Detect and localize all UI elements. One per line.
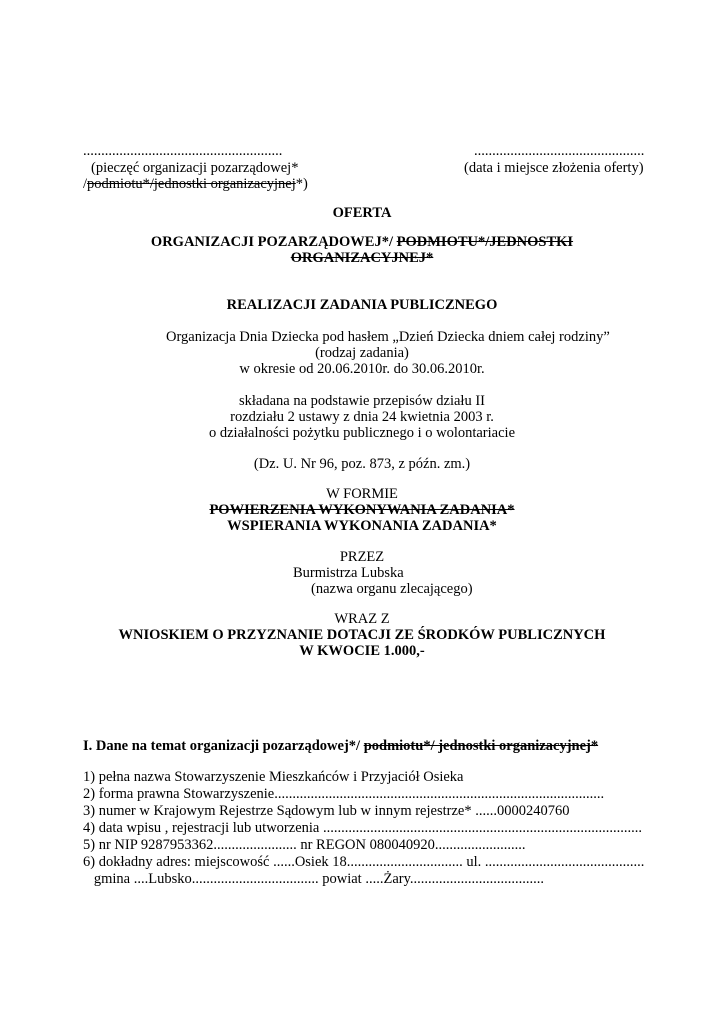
org-data-item-full-name: 1) pełna nazwa Stowarzyszenie Mieszkańców i Przyjaciół Osieka: [83, 769, 464, 785]
date-place-label: (data i miejsce złożenia oferty): [464, 160, 644, 176]
commissioning-authority-label: (nazwa organu zlecającego): [311, 581, 473, 597]
org-data-item-address: 6) dokładny adres: miejscowość ......Osiek 18................................ ul. ............................................: [83, 854, 645, 870]
date-dotted-line: ...............................................: [474, 143, 645, 159]
org-type-line1: [0, 234, 724, 251]
stamp-label-slash: /: [83, 176, 88, 192]
by-label: PRZEZ: [339, 549, 385, 565]
stamp-label-close: *): [295, 176, 308, 192]
org-data-item-registration-date: 4) data wpisu , rejestracji lub utworzenia ........................................................................................: [83, 820, 642, 836]
task-name: Organizacja Dnia Dziecka pod hasłem „Dzień Dziecka dniem całej rodziny”: [166, 329, 610, 345]
section1-heading-plain: I. Dane na temat organizacji pozarządowej*/: [83, 738, 364, 754]
form-option-entrusting-struck: POWIERZENIA WYKONYWANIA ZADANIA*: [209, 502, 515, 518]
legal-basis-line2: rozdziału 2 ustawy z dnia 24 kwietnia 2003 r.: [230, 409, 494, 425]
section1-heading: [83, 738, 598, 755]
stamp-dotted-line: .......................................................: [83, 143, 283, 159]
task-period: w okresie od 20.06.2010r. do 30.06.2010r.: [239, 361, 485, 377]
grant-amount-line: W KWOCIE 1.000,-: [299, 643, 425, 659]
legal-basis-line3: o działalności pożytku publicznego i o wolontariacie: [208, 425, 515, 441]
stamp-label-line1: (pieczęć organizacji pozarządowej*: [91, 160, 299, 176]
stamp-label-struck: podmiotu*/jednostki organizacyjnej: [87, 176, 296, 192]
org-data-item-nip-regon: 5) nr NIP 9287953362....................... nr REGON 080040920.........................: [83, 837, 526, 853]
org-data-item-krs-number: 3) numer w Krajowym Rejestrze Sądowym lub w innym rejestrze* ......0000240760: [83, 803, 570, 819]
offer-title: OFERTA: [332, 205, 392, 221]
realization-heading: REALIZACJI ZADANIA PUBLICZNEGO: [226, 297, 498, 313]
section1-heading-struck: podmiotu*/ jednostki organizacyjnej*: [363, 738, 599, 754]
org-type-plain: ORGANIZACJI POZARZĄDOWEJ*/: [150, 234, 397, 250]
form-label: W FORMIE: [326, 486, 398, 502]
org-type-line2-struck: ORGANIZACYJNEJ*: [290, 250, 434, 266]
org-data-item-legal-form: 2) forma prawna Stowarzyszenie...........................................................................................: [83, 786, 605, 802]
grant-request-line: WNIOSKIEM O PRZYZNANIE DOTACJI ZE ŚRODKÓW PUBLICZNYCH: [118, 627, 606, 643]
stamp-label-line2: [83, 176, 308, 193]
org-data-item-municipality: gmina ....Lubsko................................... powiat .....Żary.....................................: [83, 871, 545, 887]
task-type-label: (rodzaj zadania): [315, 345, 409, 361]
org-type-struck: PODMIOTU*/JEDNOSTKI: [396, 234, 574, 250]
together-with-label: WRAZ Z: [334, 611, 390, 627]
legal-basis-line1: składana na podstawie przepisów działu II: [238, 393, 485, 409]
commissioning-authority: Burmistrza Lubska: [293, 565, 404, 581]
form-option-supporting: WSPIERANIA WYKONANIA ZADANIA*: [227, 518, 497, 534]
journal-reference: (Dz. U. Nr 96, poz. 873, z późn. zm.): [253, 456, 471, 472]
